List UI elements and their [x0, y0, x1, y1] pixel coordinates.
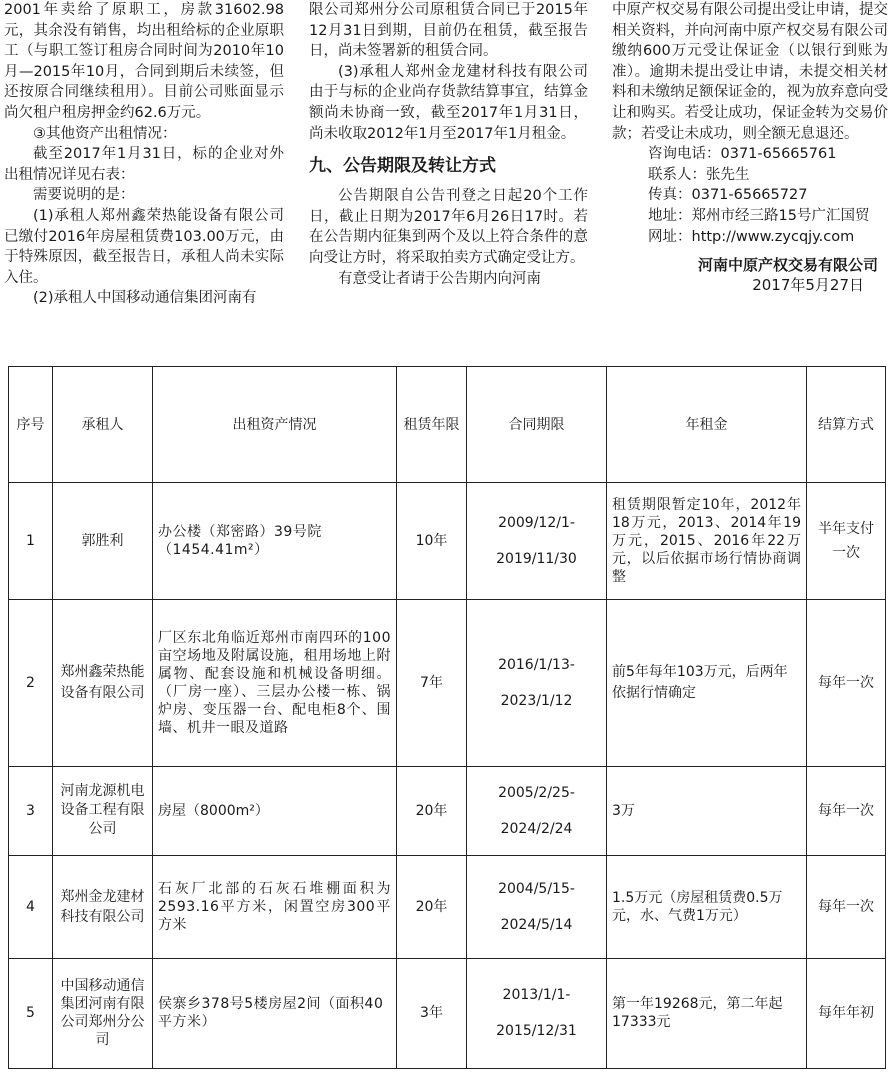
- paragraph: (1)承租人郑州鑫荣热能设备有限公司已缴付2016年房屋租赁费103.00万元，由于特殊原因，截至报告日，承租人尚未实际入住。: [4, 207, 284, 286]
- paragraph: (3)承租人郑州金龙建材科技有限公司由于与标的企业尚存货款结算事宜，结算金额尚未协商一致，截至2017年1月31日，尚未收取2012年1月至2017年1月租金。: [309, 63, 588, 142]
- cell-period: [467, 958, 607, 1068]
- cell-term: 10年: [397, 483, 467, 599]
- period-start: 2004/5/15-: [498, 881, 575, 897]
- contact-website: 网址：http://www.zycqjy.com: [648, 228, 855, 245]
- section-heading: 九、公告期限及转让方式: [309, 156, 496, 177]
- cell-settle: 每年年初: [807, 958, 886, 1068]
- paragraph: (2)承租人中国移动通信集团河南有: [33, 290, 257, 307]
- cell-rent: 租赁期限暂定10年，2012年18万元，2013、2014年19万元，2015、2016年22万元，以后依据市场行情协商调整: [607, 483, 807, 599]
- header-term: 租赁年限: [397, 367, 467, 483]
- cell-no: 3: [9, 766, 53, 856]
- cell-asset: 石灰厂北部的石灰石堆棚面积为2593.16平方米，闲置空房300平方米: [153, 856, 397, 958]
- issue-date-line: [612, 275, 888, 295]
- cell-term: 7年: [397, 599, 467, 766]
- table-row: [9, 766, 886, 856]
- article-column-3: [612, 0, 888, 295]
- cell-lessee: 郑州鑫荣热能设备有限公司: [53, 599, 153, 766]
- cell-settle: 半年支付一次: [807, 483, 886, 599]
- cell-settle: 每年一次: [807, 599, 886, 766]
- paragraph: 截至2017年1月31日，标的企业对外出租情况详见右表：: [4, 146, 284, 183]
- contact-address: 地址：郑州市经三路15号广汇国贸: [648, 207, 870, 224]
- period-end: 2023/1/12: [500, 692, 573, 709]
- article-column-2: [309, 0, 588, 289]
- cell-asset: 房屋（8000m²）: [153, 766, 397, 856]
- header-lessee: 承租人: [53, 367, 153, 483]
- cell-rent: 前5年每年103万元，后两年依据行情确定: [607, 599, 807, 766]
- cell-lessee: 郑州金龙建材科技有限公司: [53, 856, 153, 958]
- paragraph: 需要说明的是：: [33, 187, 135, 204]
- header-period: 合同期限: [467, 367, 607, 483]
- period-end: 2024/5/14: [500, 917, 573, 933]
- contact-fax: 传真：0371-65665727: [648, 187, 808, 204]
- paragraph: 公告期限自公告刊登之日起20个工作日，截止日期为2017年6月26日17时。若在公告期内征集到两个及以上符合条件的意向受让方时，将采取拍卖方式确定受让方。: [309, 188, 588, 266]
- table-row: [9, 856, 886, 958]
- table-row: [9, 483, 886, 599]
- contact-phone: 咨询电话：0371-65665761: [648, 146, 837, 163]
- header-rent: 年租金: [607, 367, 807, 483]
- table-row: [9, 599, 886, 766]
- cell-period: [467, 856, 607, 958]
- cell-no: 2: [9, 599, 53, 766]
- cell-no: 4: [9, 856, 53, 958]
- cell-rent: 1.5万元（房屋租赁费0.5万元，水、气费1万元）: [607, 856, 807, 958]
- cell-asset: 办公楼（郑密路）39号院（1454.41m²）: [153, 483, 397, 599]
- cell-rent: 3万: [607, 766, 807, 856]
- paragraph: 有意受让者请于公告期内向河南: [338, 270, 541, 287]
- cell-term: 20年: [397, 766, 467, 856]
- cell-lessee: 中国移动通信集团河南有限公司郑州分公司: [53, 958, 153, 1068]
- contact-person: 联系人：张先生: [648, 166, 750, 183]
- cell-no: 5: [9, 958, 53, 1068]
- cell-term: 20年: [397, 856, 467, 958]
- cell-asset: 厂区东北角临近郑州市南四环的100亩空场地及附属设施，租用场地上附属物、配套设施和机械设备明细。（厂房一座）、三层办公楼一栋、锅炉房、变压器一台、配电柜8个、围墙、机井一眼及道路: [153, 599, 397, 766]
- cell-period: [467, 766, 607, 856]
- period-end: 2024/2/24: [500, 820, 573, 837]
- period-start: 2016/1/13-: [498, 656, 575, 673]
- cell-term: 3年: [397, 958, 467, 1068]
- paragraph: 中原产权交易有限公司提出受让申请，提交相关资料，并向河南中原产权交易有限公司缴纳600万元受让保证金（以银行到账为准）。逾期未提出受让申请，未提交相关材料和未缴纳足额保证金的，视为放弃意向受让和购买。若受让成功，保证金转为交易价款；若受让未成功，则全额无息退还。: [612, 2, 888, 142]
- header-asset: 出租资产情况: [153, 367, 397, 483]
- period-start: 2005/2/25-: [498, 784, 575, 801]
- cell-lessee: 河南龙源机电设备工程有限公司: [53, 766, 153, 856]
- table-row: [9, 958, 886, 1068]
- lease-table: [8, 366, 886, 1069]
- table-header-row: [9, 367, 886, 483]
- cell-lessee: 郭胜利: [53, 483, 153, 599]
- cell-asset: 侯寨乡378号5楼房屋2间（面积40平方米）: [153, 958, 397, 1068]
- header-no: 序号: [9, 367, 53, 483]
- period-start: 2013/1/1-: [502, 987, 571, 1004]
- cell-period: [467, 599, 607, 766]
- article-column-1: [4, 0, 284, 309]
- issuer-organization: 河南中原产权交易有限公司: [697, 256, 878, 275]
- header-settle: 结算方式: [807, 367, 886, 483]
- cell-rent: 第一年19268元，第二年起17333元: [607, 958, 807, 1068]
- paragraph: 限公司郑州分公司原租赁合同已于2015年12月31日到期，目前仍在租赁，截至报告日，尚未签署新的租赁合同。: [309, 2, 588, 60]
- cell-period: [467, 483, 607, 599]
- period-end: 2019/11/30: [496, 551, 577, 568]
- issue-date: 2017年5月27日: [752, 276, 864, 295]
- paragraph: ③其他资产出租情况：: [33, 125, 177, 142]
- cell-settle: 每年一次: [807, 856, 886, 958]
- cell-settle: 每年一次: [807, 766, 886, 856]
- period-start: 2009/12/1-: [498, 515, 575, 532]
- cell-no: 1: [9, 483, 53, 599]
- period-end: 2015/12/31: [496, 1023, 577, 1040]
- paragraph: 2001年卖给了原职工，房款31602.98元，其余没有销售，均出租给标的企业原职工（与职工签订租房合同时间为2010年10月—2015年10月，合同到期后未续签，但还按原合同继续租用）。目前公司账面显示尚欠租户租房押金约62.6万元。: [4, 2, 284, 121]
